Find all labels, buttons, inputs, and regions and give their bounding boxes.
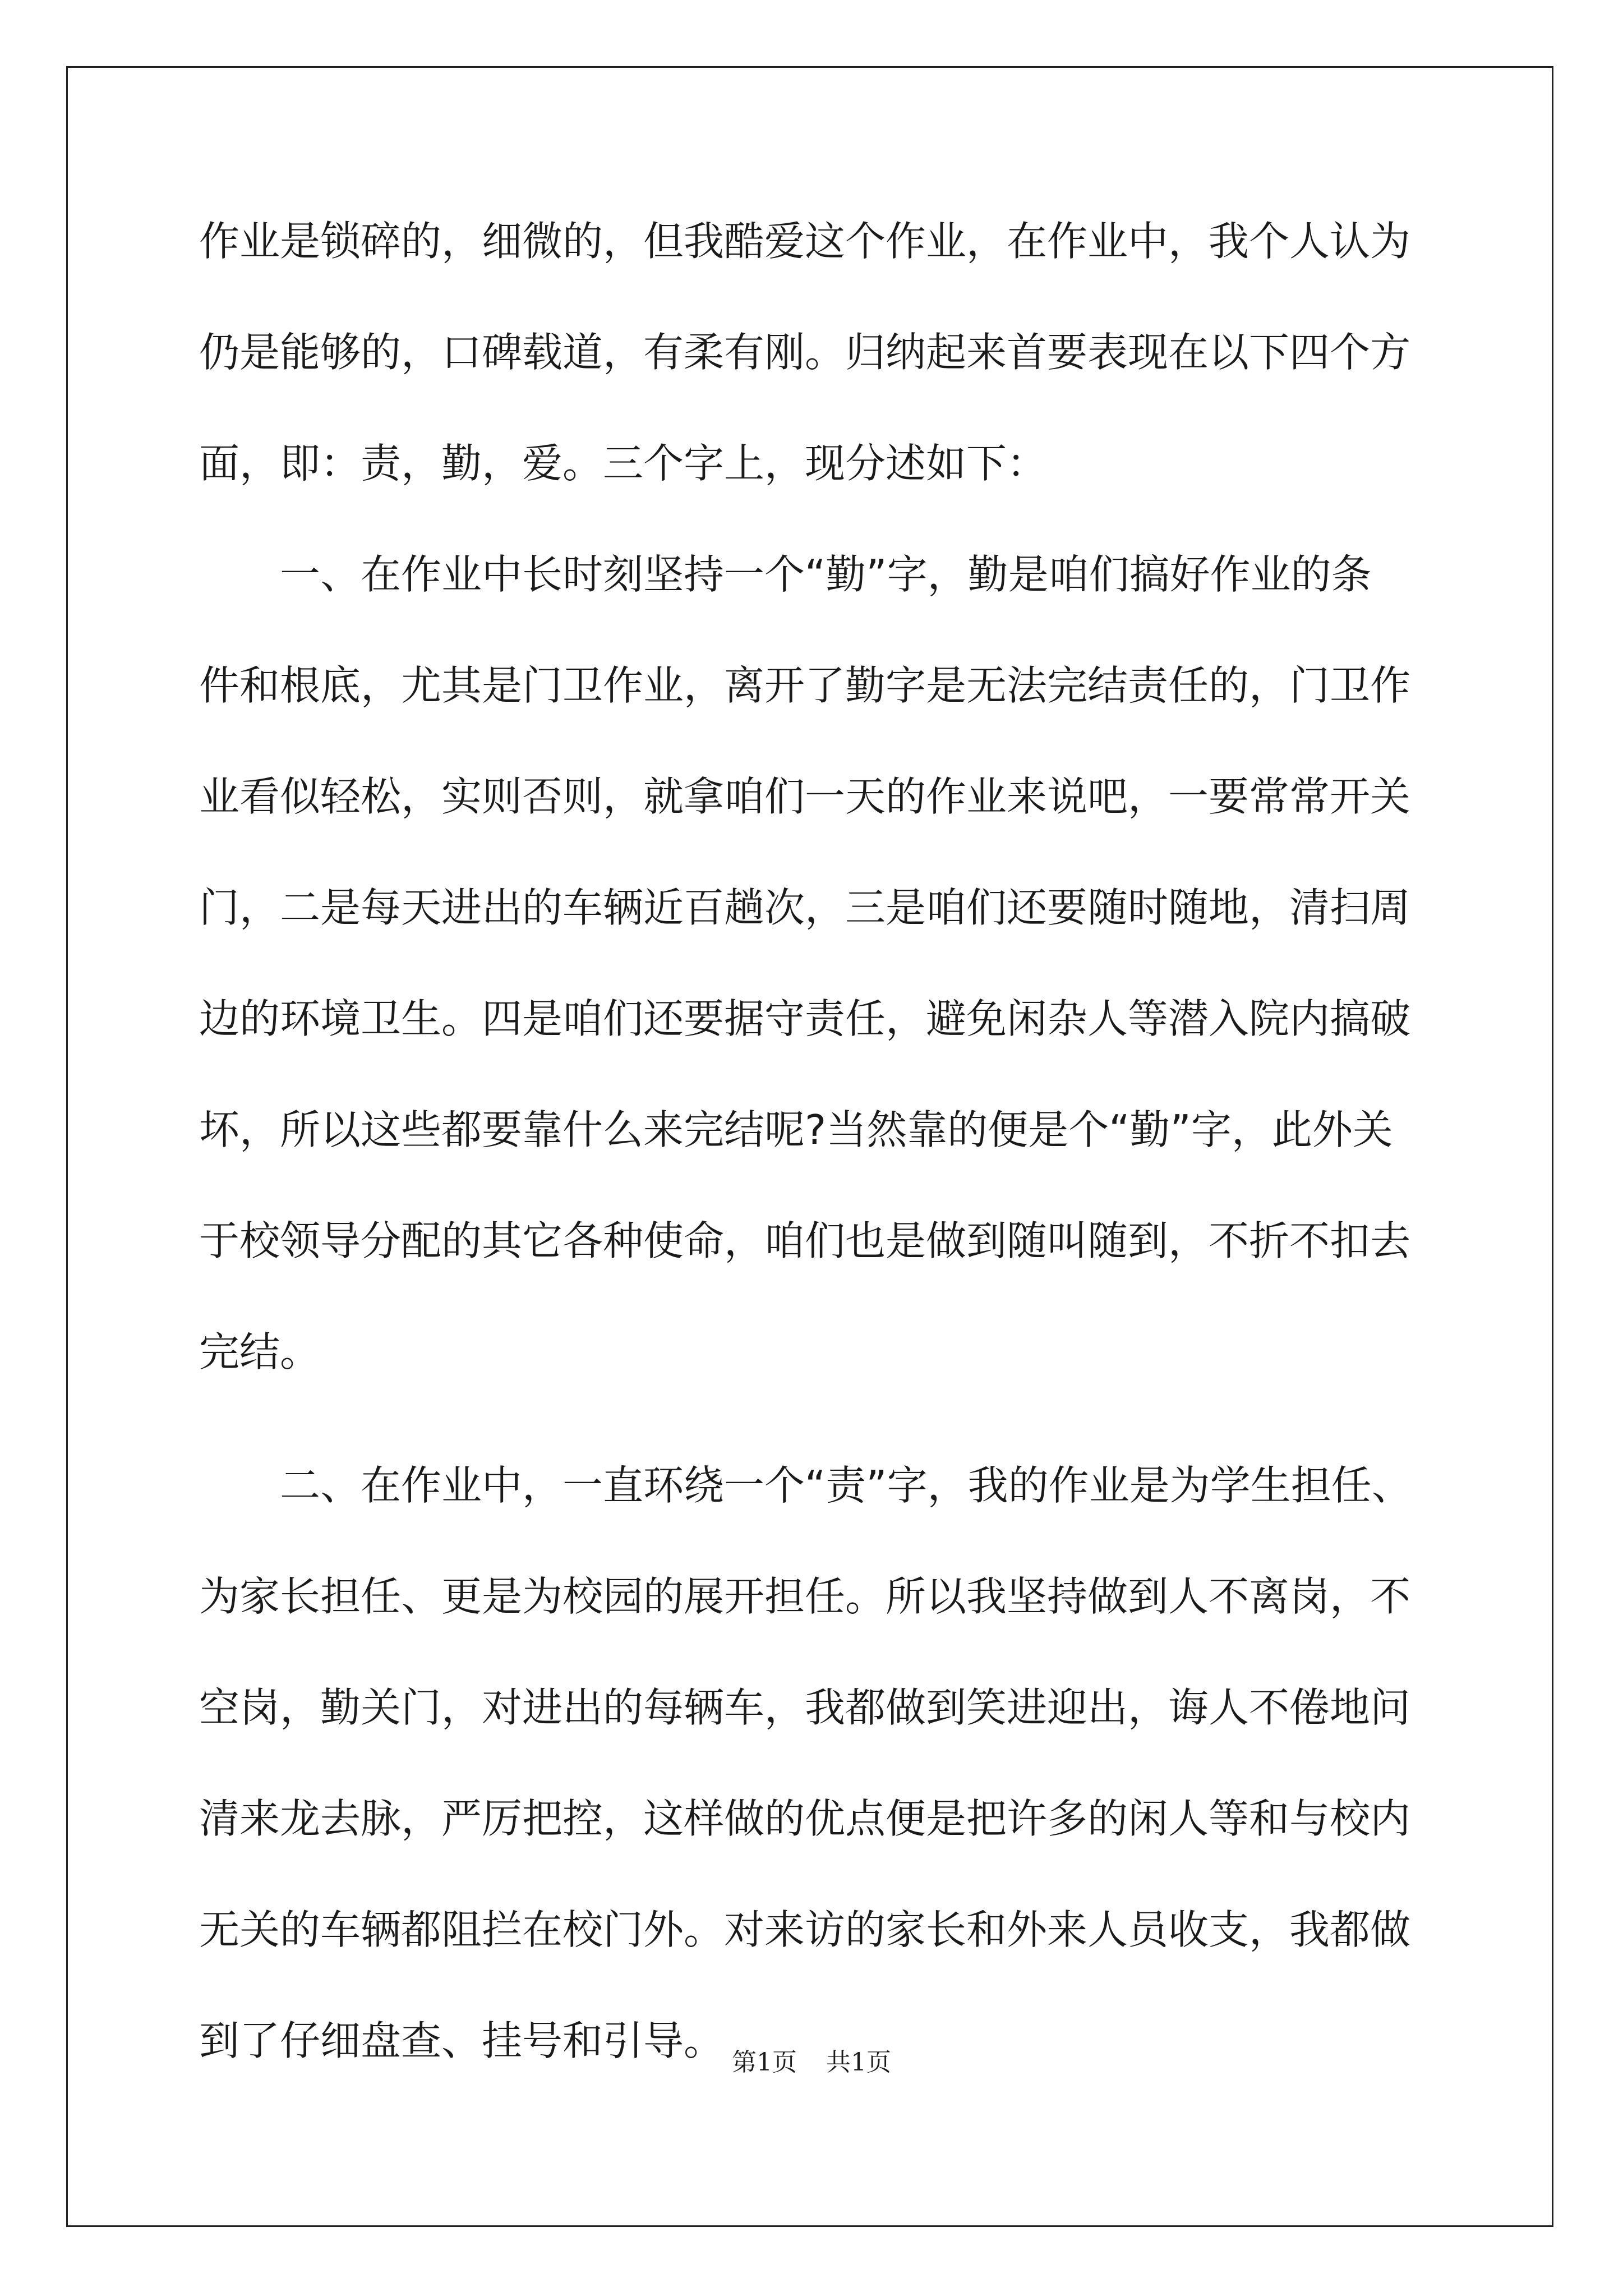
text-line: 一、在作业中长时刻坚持一个“勤”字，勤是咱们搞好作业的条: [280, 551, 1372, 598]
document-body: [199, 208, 1433, 2118]
text-line: 坏，所以这些都要靠什么来完结呢?当然靠的便是个“勤”字，此外关: [199, 1106, 1393, 1153]
paragraph-3: [199, 1452, 1433, 2118]
text-line: 于校领导分配的其它各种使命，咱们也是做到随叫随到，不折不扣去: [199, 1217, 1411, 1264]
paragraph-1: [199, 208, 1433, 541]
paragraph-2: [199, 541, 1433, 1429]
text-line: 面，即：责，勤，爱。三个字上，现分述如下：: [199, 440, 1048, 487]
page-number: 第1页: [732, 2048, 797, 2077]
text-line: 清来龙去脉，严厉把控，这样做的优点便是把许多的闲人等和与校内: [199, 1795, 1411, 1842]
paragraph-gap: [199, 1429, 1433, 1452]
text-line: 二、在作业中，一直环绕一个“责”字，我的作业是为学生担任、: [280, 1462, 1412, 1509]
text-line: 为家长担任、更是为校园的展开担任。所以我坚持做到人不离岗，不: [199, 1573, 1411, 1620]
text-line: 业看似轻松，实则否则，就拿咱们一天的作业来说吧，一要常常开关: [199, 773, 1411, 820]
page-total: 共1页: [826, 2048, 891, 2077]
text-line: 门，二是每天进出的车辆近百趟次，三是咱们还要随时随地，清扫周: [199, 884, 1411, 931]
text-line: 到了仔细盘查、挂号和引导。: [199, 2017, 725, 2064]
text-line: 无关的车辆都阻拦在校门外。对来访的家长和外来人员收支，我都做: [199, 1906, 1411, 1953]
text-line: 完结。: [199, 1328, 321, 1375]
page-footer: [0, 2042, 1623, 2078]
text-line: 件和根底，尤其是门卫作业，离开了勤字是无法完结责任的，门卫作: [199, 662, 1411, 709]
text-line: 仍是能够的，口碑载道，有柔有刚。归纳起来首要表现在以下四个方: [199, 329, 1411, 376]
text-line: 边的环境卫生。四是咱们还要据守责任，避免闲杂人等潜入院内搞破: [199, 995, 1411, 1042]
text-line: 作业是锁碎的，细微的，但我酷爱这个作业，在作业中，我个人认为: [199, 218, 1411, 265]
text-line: 空岗，勤关门，对进出的每辆车，我都做到笑进迎出，诲人不倦地问: [199, 1684, 1411, 1731]
